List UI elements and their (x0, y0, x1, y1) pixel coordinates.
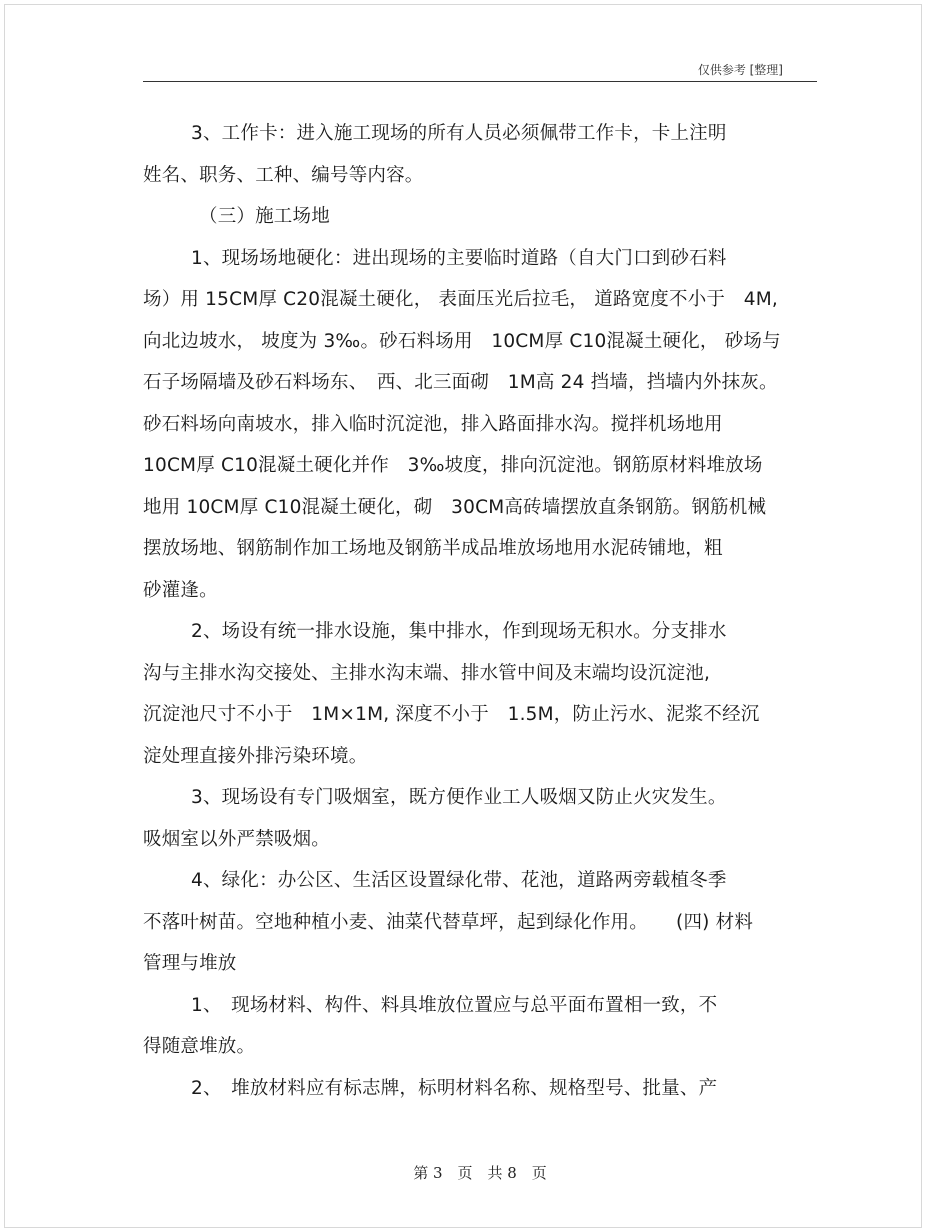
paragraph-line: 2、场设有统一排水设施，集中排水，作到现场无积水。分支排水 (191, 621, 727, 642)
paragraph-line: 沟与主排水沟交接处、主排水沟末端、排水管中间及末端均设沉淀池, (143, 662, 711, 684)
paragraph-line: 姓名、职务、工种、编号等内容。 (143, 164, 424, 186)
paragraph-line: 砂石料场向南坡水，排入临时沉淀池，排入路面排水沟。搅拌机场地用 (143, 413, 723, 435)
paragraph-line: 淀处理直接外排污染环境。 (143, 745, 368, 767)
paragraph-line: 场）用 15CM厚 C20混凝土硬化， 表面压光后拉毛， 道路宽度不小于 4M, (143, 289, 779, 310)
paragraph-line: 10CM厚 C10混凝土硬化并作 3‰坡度，排向沉淀池。钢筋原材料堆放场 (143, 455, 763, 476)
paragraph-line: 沉淀池尺寸不小于 1M×1M, 深度不小于 1.5M，防止污水、泥浆不经沉 (143, 704, 760, 725)
paragraph-line: 得随意堆放。 (143, 1036, 256, 1057)
document-body (143, 121, 817, 1117)
paragraph-line: 地用 10CM厚 C10混凝土硬化，砌 30CM高砖墙摆放直条钢筋。钢筋机械 (143, 496, 767, 518)
paragraph-line: 摆放场地、钢筋制作加工场地及钢筋半成品堆放场地用水泥砖铺地，粗 (143, 538, 723, 559)
paragraph-line: 不落叶树苗。空地种植小麦、油菜代替草坪，起到绿化作用。 (四) 材料 (143, 911, 754, 933)
section-heading: （三）施工场地 (199, 206, 330, 227)
paragraph-line: 向北边坡水， 坡度为 3‰。砂石料场用 10CM厚 C10混凝土硬化， 砂场与 (143, 330, 781, 352)
paragraph-line: 4、绿化：办公区、生活区设置绿化带、花池，道路两旁载植冬季 (191, 870, 727, 891)
header-note: 仅供参考 [整理] (697, 63, 783, 77)
paragraph-line: 吸烟室以外严禁吸烟。 (143, 828, 331, 850)
paragraph-line: 砂灌逢。 (143, 579, 218, 601)
paragraph-line: 2、 堆放材料应有标志牌，标明材料名称、规格型号、批量、产 (191, 1077, 718, 1099)
document-page (4, 4, 922, 1228)
paragraph-line: 管理与堆放 (143, 953, 237, 974)
paragraph-line: 3、现场设有专门吸烟室，既方便作业工人吸烟又防止火灾发生。 (191, 787, 727, 808)
paragraph-line: 1、现场场地硬化：进出现场的主要临时道路（自大门口到砂石料 (191, 247, 727, 269)
paragraph-line: 石子场隔墙及砂石料场东、 西、北三面砌 1M高 24 挡墙，挡墙内外抹灰。 (143, 372, 778, 393)
header-divider (143, 81, 817, 82)
paragraph-line: 1、 现场材料、构件、料具堆放位置应与总平面布置相一致，不 (191, 994, 718, 1016)
paragraph-line: 3、工作卡：进入施工现场的所有人员必须佩带工作卡，卡上注明 (191, 123, 727, 144)
page-number: 第 3 页 共 8 页 (413, 1164, 547, 1182)
